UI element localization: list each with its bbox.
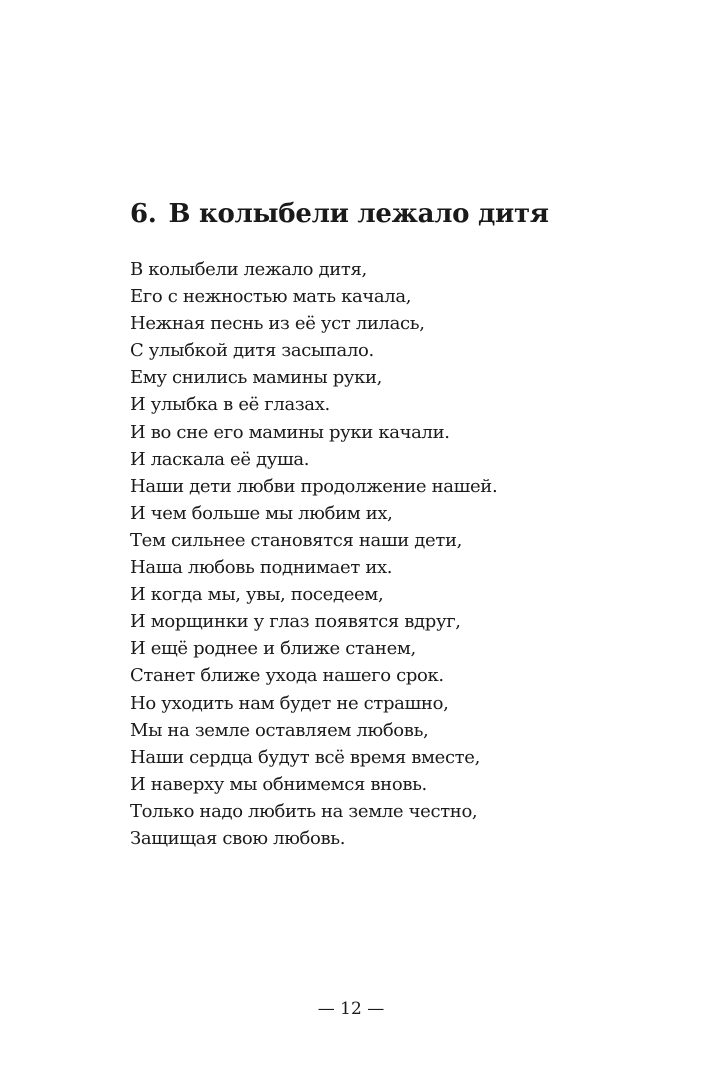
poem-line: И ласкала её душа. [130, 448, 310, 470]
poem-line: Но уходить нам будет не страшно, [130, 692, 449, 714]
poem-line: Станет ближе ухода нашего срок. [130, 665, 444, 687]
page-number: — 12 — [317, 999, 385, 1019]
poem-text [130, 256, 497, 852]
poem-line: Мы на земле оставляем любовь, [130, 719, 429, 741]
poem-line: Защищая свою любовь. [130, 827, 346, 849]
poem-line: И наверху мы обнимемся вновь. [130, 773, 427, 795]
poem-title [130, 198, 549, 230]
poem-line: В колыбели лежало дитя, [130, 259, 367, 280]
poem-number: 6. [130, 199, 157, 229]
poem-line: И когда мы, увы, поседеем, [130, 584, 384, 606]
poem-line: И морщинки у глаз появятся вдруг, [130, 611, 461, 633]
poem-line: Наши сердца будут всё время вместе, [130, 746, 480, 768]
poem-line: Тем сильнее становятся наши дети, [130, 529, 462, 551]
poem-line: И во сне его мамины руки качали. [130, 421, 450, 443]
poem-title-text: В колыбели лежало дитя [168, 199, 549, 229]
poem-line: Наша любовь поднимает их. [130, 557, 393, 579]
poem-line: И улыбка в её глазах. [130, 394, 330, 416]
poem-line: Наши дети любви продолжение нашей. [130, 475, 498, 497]
poem-line: Только надо любить на земле честно, [130, 800, 478, 822]
poem-line: Нежная песнь из её уст лилась, [130, 313, 425, 335]
poem-line: С улыбкой дитя засыпало. [130, 340, 374, 362]
poem-line: И ещё роднее и ближе станем, [130, 638, 416, 660]
poem-line: И чем больше мы любим их, [130, 502, 393, 524]
poem-line: Его с нежностью мать качала, [130, 286, 412, 308]
poem-line: Ему снились мамины руки, [130, 367, 383, 389]
